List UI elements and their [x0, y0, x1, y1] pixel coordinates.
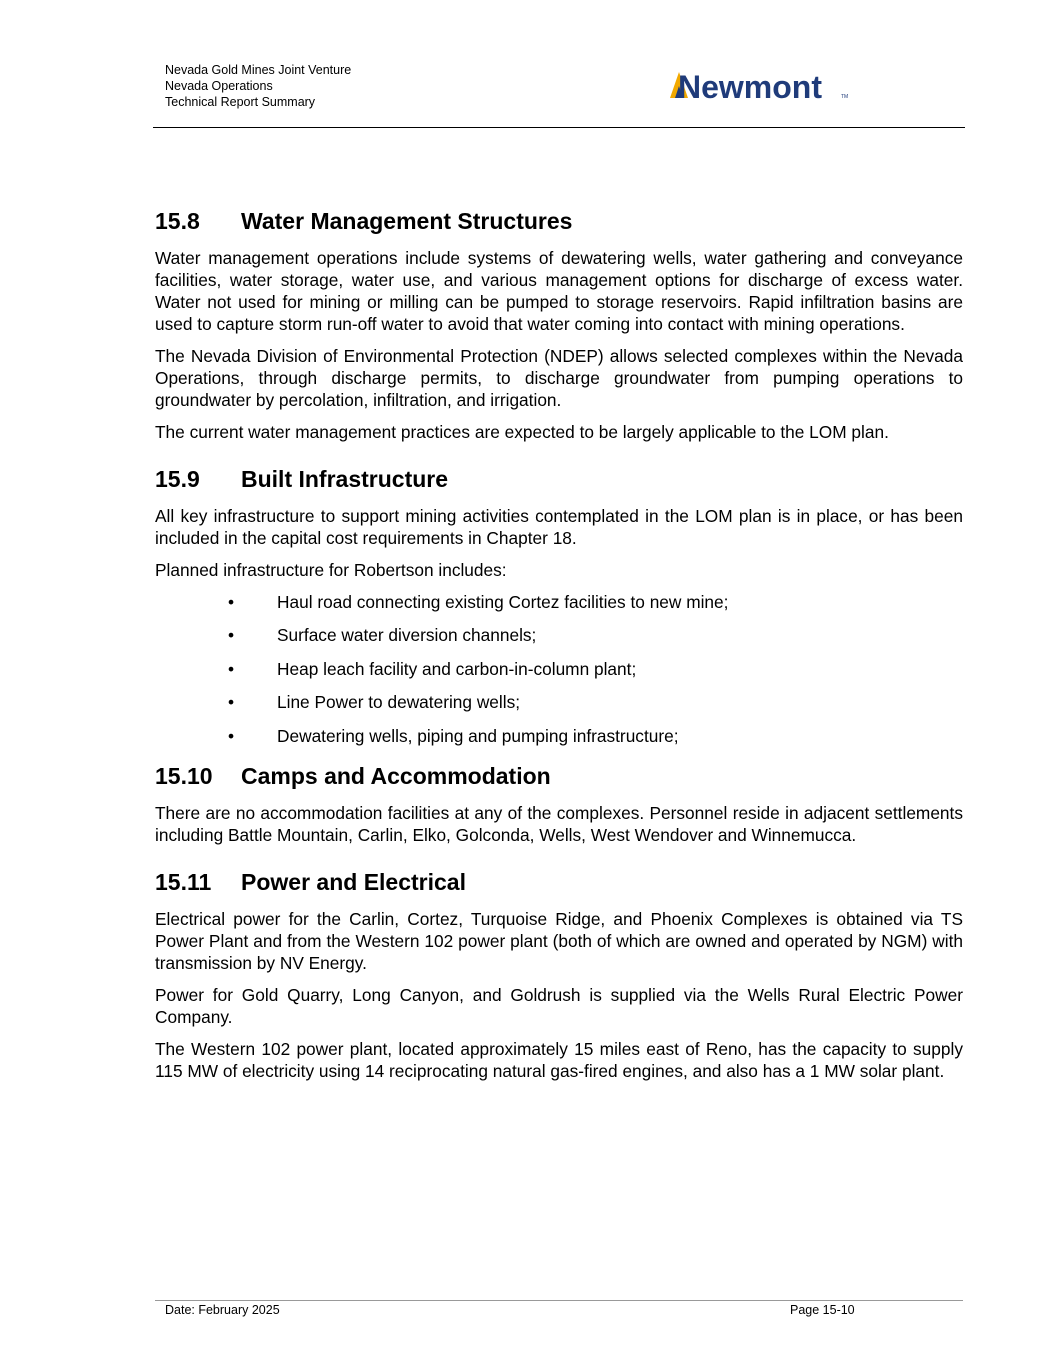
list-item: • Surface water diversion channels;	[228, 625, 537, 646]
section-number: 15.10	[155, 762, 213, 789]
section-title: Water Management Structures	[241, 208, 573, 234]
section-heading	[155, 203, 963, 239]
header-company: Nevada Gold Mines Joint Venture	[165, 63, 352, 77]
section-heading	[155, 758, 963, 794]
list-item: • Haul road connecting existing Cortez facilities to new mine;	[228, 592, 729, 612]
header-report-type: Technical Report Summary	[165, 95, 316, 109]
footer-page-number: Page 15-10	[790, 1303, 855, 1317]
bullet-icon: •	[228, 725, 235, 746]
paragraph: Water management operations include systems of dewatering wells, water gathering and conveyance facilities, water storage, water use, and various management options for discharge of excess water. Water not used for mining or milling can be pumped to storage reservoirs. Rapid infiltration basins are used to capture storm run-off water to avoid that water coming into contact with mining operations.	[155, 248, 963, 334]
paragraph: Planned infrastructure for Robertson includes:	[155, 560, 507, 580]
footer-divider	[155, 1300, 963, 1301]
section-camps-accommodation	[155, 758, 963, 846]
paragraph: There are no accommodation facilities at any of the complexes. Personnel reside in adjacent settlements including Battle Mountain, Carlin, Elko, Golconda, Wells, West Wendover and Winnemucca.	[155, 802, 963, 845]
section-number: 15.9	[155, 466, 200, 492]
section-water-management	[155, 203, 963, 443]
paragraph: Power for Gold Quarry, Long Canyon, and Goldrush is supplied via the Wells Rural Electric Power Company.	[155, 984, 963, 1027]
footer-date: Date: February 2025	[165, 1303, 280, 1317]
newmont-logo	[670, 66, 855, 106]
list-item: • Line Power to dewatering wells;	[228, 692, 521, 713]
logo-wordmark: Newmont	[678, 69, 822, 105]
bullet-icon: •	[228, 692, 235, 713]
list-item: • Heap leach facility and carbon-in-column plant;	[228, 658, 637, 679]
document-body	[155, 203, 963, 1082]
document-header	[165, 62, 351, 110]
section-title: Power and Electrical	[241, 868, 466, 895]
paragraph: All key infrastructure to support mining activities contemplated in the LOM plan is in place, or has been included in the capital cost requirements in Chapter 18.	[155, 506, 963, 548]
header-operations: Nevada Operations	[165, 79, 273, 93]
section-heading	[155, 461, 963, 497]
paragraph: Electrical power for the Carlin, Cortez, Turquoise Ridge, and Phoenix Complexes is obtained via TS Power Plant and from the Western 102 power plant (both of which are owned and operated by NGM) with transmission by NV Energy.	[155, 908, 963, 973]
header-divider	[153, 127, 965, 128]
section-title: Camps and Accommodation	[241, 762, 551, 789]
section-built-infrastructure	[155, 461, 963, 747]
paragraph: The Western 102 power plant, located approximately 15 miles east of Reno, has the capacity to supply 115 MW of electricity using 14 reciprocating natural gas-fired engines, and also has a 1 MW solar plant.	[155, 1038, 963, 1081]
section-number: 15.8	[155, 208, 200, 234]
bullet-icon: •	[228, 625, 235, 646]
logo-tm: TM	[841, 94, 849, 100]
section-number: 15.11	[155, 868, 212, 895]
bullet-icon: •	[228, 658, 235, 679]
list-item: • Dewatering wells, piping and pumping infrastructure;	[228, 725, 679, 746]
section-heading	[155, 864, 963, 900]
section-power-electrical	[155, 864, 963, 1082]
paragraph: The current water management practices are expected to be largely applicable to the LOM plan.	[155, 422, 889, 442]
bullet-icon: •	[228, 592, 235, 612]
section-title: Built Infrastructure	[241, 466, 449, 492]
infrastructure-list	[155, 591, 963, 747]
paragraph: The Nevada Division of Environmental Protection (NDEP) allows selected complexes within the Nevada Operations, through discharge permits, to discharge groundwater from pumping operations to groundwater by percolation, infiltration, and irrigation.	[155, 346, 963, 410]
